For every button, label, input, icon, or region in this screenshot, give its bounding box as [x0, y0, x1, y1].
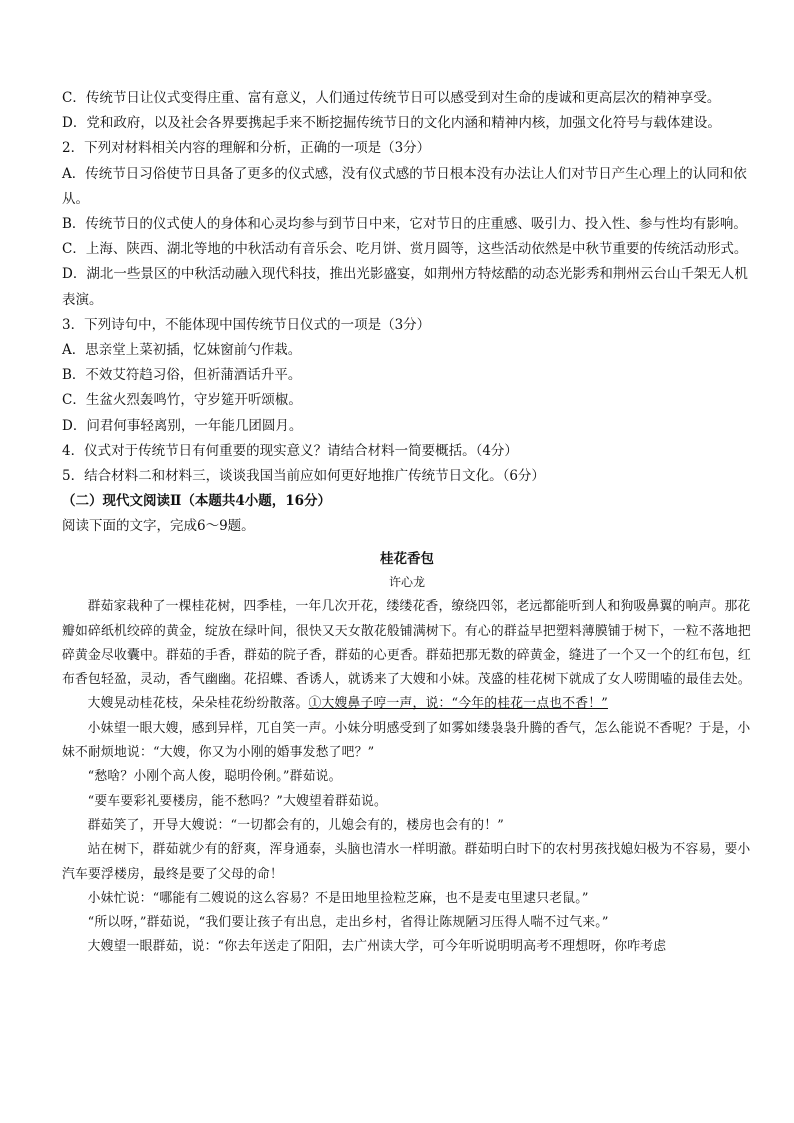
exam-page	[62, 86, 752, 960]
story-paragraph: 小妹望一眼大嫂，感到异样，兀自笑一声。小妹分明感受到了如雾如缕袅袅升腾的香气，怎么能说不香呢？于是，小妹不耐烦地说：“大嫂，你又为小刚的婚事发愁了吧？”	[62, 720, 751, 761]
story-paragraph: 群茹家栽种了一棵桂花树，四季桂，一年几次开花，缕缕花香，缭绕四邻，老远都能听到人和狗吸鼻翼的响声。那花瓣如碎纸机绞碎的黄金，绽放在绿叶间，很快又天女散花般铺满树下。有心的群益早把塑料薄膜铺于树下，一粒不落地把碎黄金尽收囊中。群茹的手香，群茹的院子香，群茹的心更香。群茹把那无数的碎黄金，缝进了一个又一个的红布包，红布香包轻盈，灵动，香气幽幽。花招蝶、香诱人，就诱来了大嫂和小妹。茂盛的桂花树下就成了女人唠閒嗑的最佳去处。	[62, 599, 751, 688]
option-text: A．思亲堂上菜初插，忆妹窗前勺作栽。	[62, 342, 302, 359]
story-paragraph: 站在树下，群茹就少有的舒爽，浑身通泰，头脑也清水一样明澈。群茹明白时下的农村男孩找媳妇极为不容易，要小汽车要浮楼房，最终是要了父母的命！	[62, 842, 751, 882]
story-title: 桂花香包	[380, 551, 434, 568]
story-body	[62, 595, 752, 959]
option-text: C．生盆火烈轰鸣竹，守岁筵开听颂椒。	[62, 392, 302, 409]
question-block	[62, 86, 752, 489]
option-text: A．传统节日习俗使节日具备了更多的仪式感，没有仪式感的节日根本没有办法让人们对节日产生心理上的认同和依从。	[62, 165, 747, 207]
story-paragraph: 群茹笑了，开导大嫂说：“一切都会有的，儿媳会有的，楼房也会有的！”	[87, 817, 504, 833]
question-stem: 3．下列诗句中，不能体现中国传统节日仪式的一项是（3分）	[62, 316, 431, 333]
story-author: 许心龙	[388, 575, 425, 590]
option-text: D．党和政府，以及社会各界要携起手来不断挖掘传统节日的文化内涵和精神内核，加强文化符号与载体建设。	[62, 115, 721, 132]
option-text: D．湖北一些景区的中秋活动融入现代科技，推出光影盛宴，如荆州方特炫酷的动态光影秀和荆州云台山千架无人机表演。	[62, 266, 748, 308]
option-text: B．不效艾符趋习俗，但祈蒲酒话升平。	[62, 367, 302, 384]
story-paragraph: “愁啥？小刚个高人俊，聪明伶俐。”群茹说。	[87, 769, 342, 785]
underlined-sentence: ①大嫂鼻子哼一声，说：“今年的桂花一点也不香！”	[308, 696, 608, 712]
story-paragraph: 大嫂望一眼群茹，说：“你去年送走了阳阳，去广州读大学，可今年听说明明高考不理想呀，你咋考虑	[87, 939, 667, 955]
story-paragraph	[62, 692, 752, 716]
option-text: C．传统节日让仪式变得庄重、富有意义，人们通过传统节日可以感受到对生命的虔诚和更高层次的精神享受。	[62, 90, 721, 106]
option-text: C．上海、陕西、湖北等地的中秋活动有音乐会、吃月饼、赏月圆等，这些活动依然是中秋节重要的传统活动形式。	[62, 241, 748, 258]
option-text: B．传统节日的仪式使人的身体和心灵均参与到节日中来，它对节日的庄重感、吸引力、投入性、参与性均有影响。	[62, 216, 747, 233]
story-paragraph: 小妹忙说：“哪能有二嫂说的这么容易？不是田地里捡粒芝麻，也不是麦屯里逮只老鼠。”	[87, 890, 589, 906]
story-text: 大嫂晃动桂花枝，朵朵桂花纷纷散落。	[87, 696, 309, 712]
story-paragraph: “要车要彩礼要楼房，能不愁吗？”大嫂望着群茹说。	[87, 793, 388, 809]
reading-instruction: 阅读下面的文字，完成6～9题。	[62, 518, 255, 535]
story-paragraph: “所以呀，”群茹说，“我们要让孩子有出息，走出乡村，省得让陈规陋习压得人喘不过气来。”	[87, 915, 609, 931]
option-text: D．问君何事轻离别，一年能几团圆月。	[62, 417, 303, 434]
question-stem: 4．仪式对于传统节日有何重要的现实意义？请结合材料一简要概括。（4分）	[62, 442, 518, 459]
question-stem: 2．下列对材料相关内容的理解和分析，正确的一项是（3分）	[62, 140, 431, 157]
section-heading: （二）现代文阅读Ⅱ（本题共4小题，16分）	[62, 493, 332, 510]
question-stem: 5．结合材料二和材料三，谈谈我国当前应如何更好地推广传统节日文化。（6分）	[62, 468, 545, 485]
